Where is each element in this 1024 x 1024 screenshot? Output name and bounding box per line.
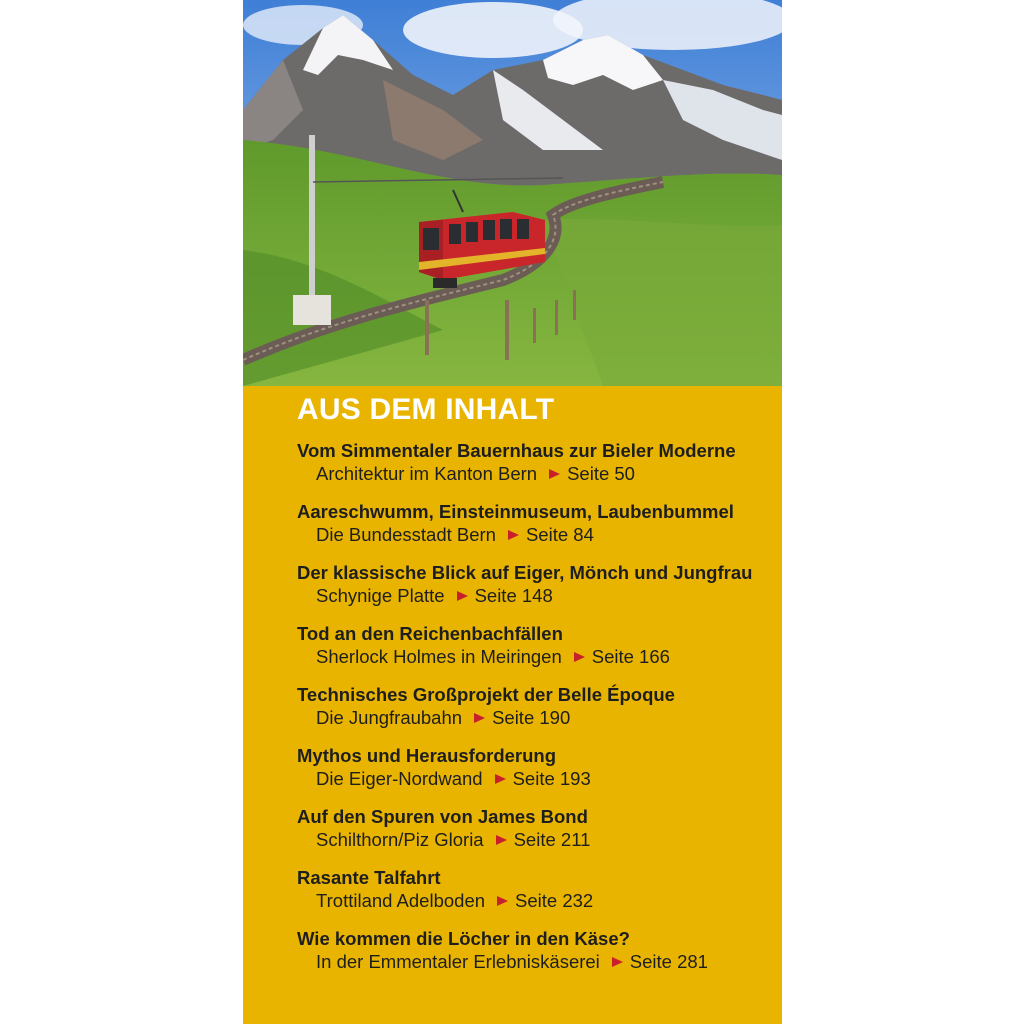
entry-subtitle-line bbox=[297, 523, 767, 547]
arrow-right-icon bbox=[474, 713, 485, 723]
entry-subtitle: Die Bundesstadt Bern bbox=[316, 524, 496, 545]
toc-entry bbox=[297, 440, 767, 501]
entry-page-ref: Seite 84 bbox=[525, 524, 594, 545]
entry-subtitle-line bbox=[297, 950, 767, 974]
entry-subtitle: In der Emmentaler Erlebniskäserei bbox=[316, 951, 600, 972]
entry-page-ref: Seite 211 bbox=[513, 829, 591, 850]
entry-title: Wie kommen die Löcher in den Käse? bbox=[297, 928, 630, 949]
arrow-right-icon bbox=[549, 469, 560, 479]
contents-heading: AUS DEM INHALT bbox=[297, 393, 555, 426]
entry-subtitle-line bbox=[297, 706, 767, 730]
arrow-right-icon bbox=[508, 530, 519, 540]
entry-title: Mythos und Herausforderung bbox=[297, 745, 557, 766]
entry-subtitle: Trottiland Adelboden bbox=[316, 890, 486, 911]
toc-entry bbox=[297, 501, 767, 562]
arrow-right-icon bbox=[497, 896, 508, 906]
entry-page-ref: Seite 50 bbox=[567, 463, 635, 484]
entry-subtitle-line bbox=[297, 828, 767, 852]
toc-entry bbox=[297, 562, 767, 623]
entry-page-ref: Seite 190 bbox=[492, 707, 571, 728]
arrow-right-icon bbox=[457, 591, 468, 601]
arrow-right-icon bbox=[495, 774, 506, 784]
entry-title: Der klassische Blick auf Eiger, Mönch und Jungfrau bbox=[297, 562, 753, 583]
entry-page-ref: Seite 232 bbox=[515, 890, 594, 911]
entry-subtitle: Sherlock Holmes in Meiringen bbox=[316, 646, 562, 667]
entry-title: Aareschwumm, Einsteinmuseum, Laubenbummel bbox=[297, 501, 734, 522]
entry-subtitle: Schilthorn/Piz Gloria bbox=[316, 829, 484, 850]
entry-page-ref: Seite 166 bbox=[591, 646, 670, 667]
entry-list bbox=[297, 440, 767, 989]
toc-entry bbox=[297, 623, 767, 684]
book-page bbox=[243, 0, 782, 1024]
arrow-right-icon bbox=[496, 835, 507, 845]
toc-entry bbox=[297, 806, 767, 867]
entry-subtitle-line bbox=[297, 645, 767, 669]
entry-subtitle-line bbox=[297, 767, 767, 791]
entry-title: Technisches Großprojekt der Belle Époque bbox=[297, 684, 675, 705]
toc-entry bbox=[297, 867, 767, 928]
arrow-right-icon bbox=[612, 957, 623, 967]
toc-entry bbox=[297, 745, 767, 806]
toc-entry bbox=[297, 684, 767, 745]
entry-page-ref: Seite 193 bbox=[512, 768, 591, 789]
arrow-right-icon bbox=[574, 652, 585, 662]
entry-title: Tod an den Reichenbachfällen bbox=[297, 623, 563, 644]
entry-subtitle: Die Eiger-Nordwand bbox=[316, 768, 483, 789]
table-of-contents bbox=[297, 390, 767, 972]
entry-title: Auf den Spuren von James Bond bbox=[297, 806, 588, 827]
entry-subtitle: Die Jungfraubahn bbox=[316, 707, 463, 728]
cover-photo bbox=[243, 0, 782, 386]
toc-entry bbox=[297, 928, 767, 989]
entry-page-ref: Seite 148 bbox=[474, 585, 553, 606]
entry-subtitle-line bbox=[297, 584, 767, 608]
entry-page-ref: Seite 281 bbox=[629, 951, 708, 972]
entry-subtitle-line bbox=[297, 462, 767, 486]
entry-subtitle-line bbox=[297, 889, 767, 913]
entry-subtitle: Schynige Platte bbox=[316, 585, 445, 606]
entry-subtitle: Architektur im Kanton Bern bbox=[316, 463, 538, 484]
entry-title: Rasante Talfahrt bbox=[297, 867, 441, 888]
entry-title: Vom Simmentaler Bauernhaus zur Bieler Moderne bbox=[297, 440, 736, 461]
